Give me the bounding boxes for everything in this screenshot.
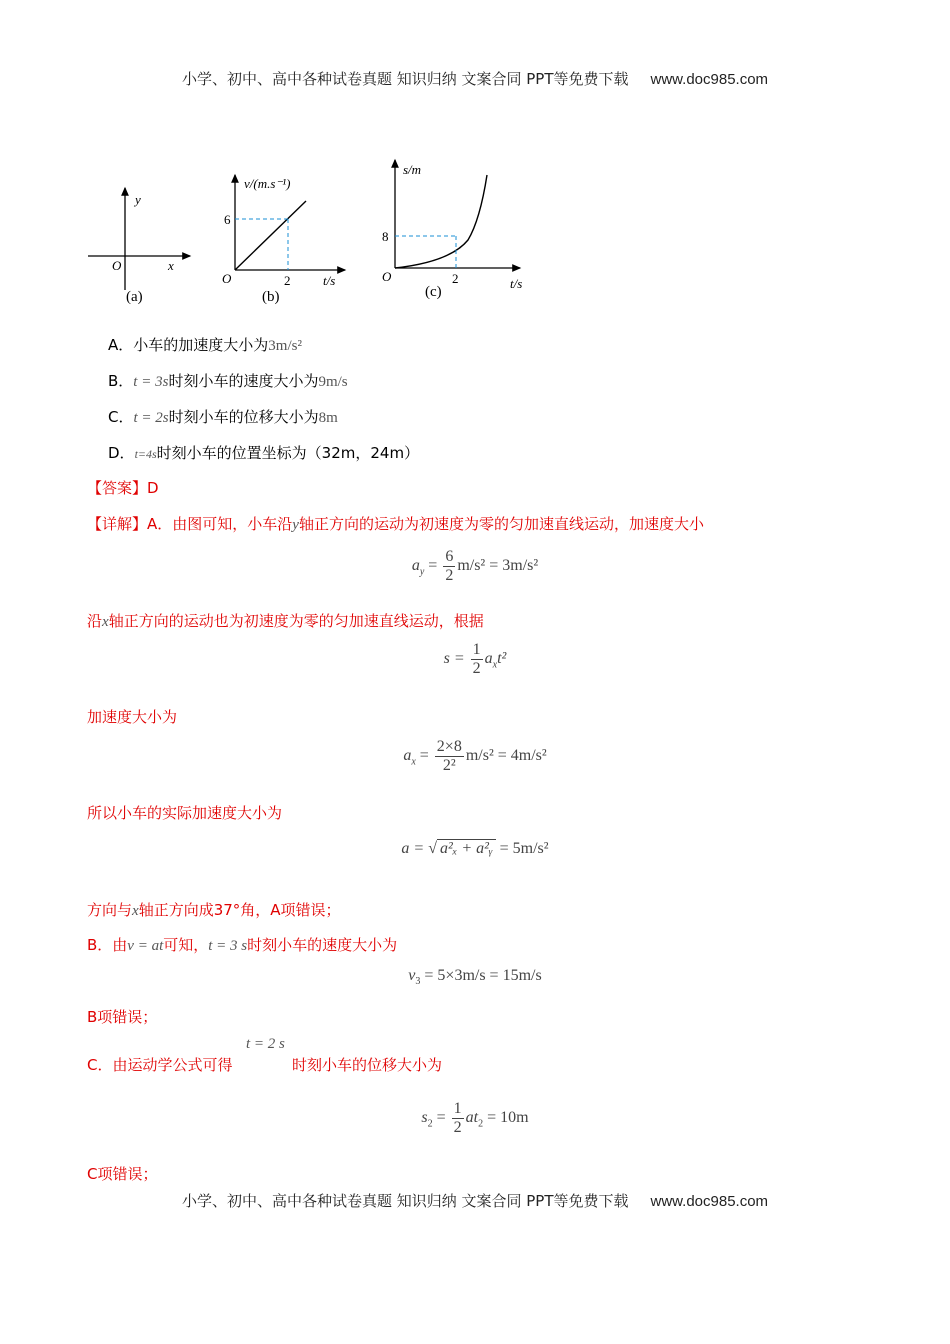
fig-c-x-label: t/s (510, 276, 523, 291)
figure-c (382, 160, 522, 300)
fig-c-origin: O (382, 269, 392, 284)
fig-c-y-label: s/m (403, 162, 422, 177)
detail-p4: 所以小车的实际加速度大小为 (87, 804, 283, 822)
option-b[interactable]: B．t = 3s时刻小车的速度大小为9m/s (108, 372, 348, 390)
fig-a-origin: O (112, 258, 122, 273)
fig-c-caption: (c) (425, 284, 442, 300)
fig-c-tick-x: 2 (452, 271, 459, 286)
fig-a-y-label: y (135, 192, 141, 207)
equation-ax: $a_x$ = $\frac{2\times 8}{\text{2²}}$ m/s² = 4m/s² (403, 738, 547, 774)
page-header (0, 68, 950, 89)
header-text: 小学、初中、高中各种试卷真题 知识归纳 文案合同 PPT等免费下载 (181, 70, 629, 88)
fig-c-displacement-curve (395, 175, 487, 268)
equation-v3: $v_3 = 5\times 3m/s = 15m/s$ (408, 967, 542, 988)
figure-b (222, 175, 345, 305)
detail-p6: B．由v = at可知，t = 3 s时刻小车的速度大小为 (87, 936, 398, 954)
fig-a-x-label: x (168, 258, 174, 273)
detail-p7: B项错误； (87, 1008, 158, 1026)
detail-p8: C．由运动学公式可得 (87, 1056, 233, 1074)
header-site[interactable]: www.doc985.com (650, 71, 769, 88)
fig-b-caption: (b) (262, 289, 280, 305)
answer: 【答案】D (87, 479, 159, 497)
fig-c-tick-y: 8 (382, 229, 389, 244)
fig-b-tick-x: 2 (284, 273, 291, 288)
page-footer (0, 1190, 950, 1211)
figure-a (88, 188, 190, 305)
fig-b-velocity-line (235, 201, 306, 270)
detail-p2: 沿x轴正方向的运动也为初速度为零的匀加速直线运动，根据 (87, 612, 484, 630)
option-c[interactable]: C．t = 2s时刻小车的位移大小为8m (108, 408, 338, 426)
detail-p8-tail: 时刻小车的位移大小为 (292, 1056, 443, 1074)
detail-p3: 加速度大小为 (87, 708, 178, 726)
equation-a: a = √ a²ₓ + a²ᵧ = 5m/s² (401, 840, 549, 857)
detail-p1: 【详解】A．由图可知，小车沿y轴正方向的运动为初速度为零的匀加速直线运动，加速度大小 (87, 515, 704, 533)
equation-s: s = $\frac{1}{2}$ $a_xt^2$ (443, 641, 507, 677)
motion-figures (80, 150, 540, 310)
detail-p9: C项错误； (87, 1165, 158, 1183)
detail-p8-math: t = 2 s (246, 1036, 285, 1052)
fig-b-tick-y: 6 (224, 212, 231, 227)
option-d[interactable]: D．t=4s时刻小车的位置坐标为（32m，24m） (108, 444, 420, 462)
option-a[interactable]: A．小车的加速度大小为3m/s² (108, 336, 302, 354)
footer-site[interactable]: www.doc985.com (650, 1193, 769, 1210)
detail-p5: 方向与x轴正方向成37°角，A项错误； (87, 901, 341, 919)
fig-a-caption: (a) (126, 289, 143, 305)
footer-text: 小学、初中、高中各种试卷真题 知识归纳 文案合同 PPT等免费下载 (181, 1192, 629, 1210)
fig-b-origin: O (222, 271, 232, 286)
fig-b-y-label: v/(m.s⁻¹) (244, 176, 291, 191)
fig-b-x-label: t/s (323, 273, 336, 288)
equation-ay: $a_y$ = $\frac{6}{2}$ m/s² = 3m/s² (411, 548, 539, 584)
equation-s2: $s_2$ = $\frac{1}{2}$ $at_2 = 10m$ (421, 1100, 529, 1136)
